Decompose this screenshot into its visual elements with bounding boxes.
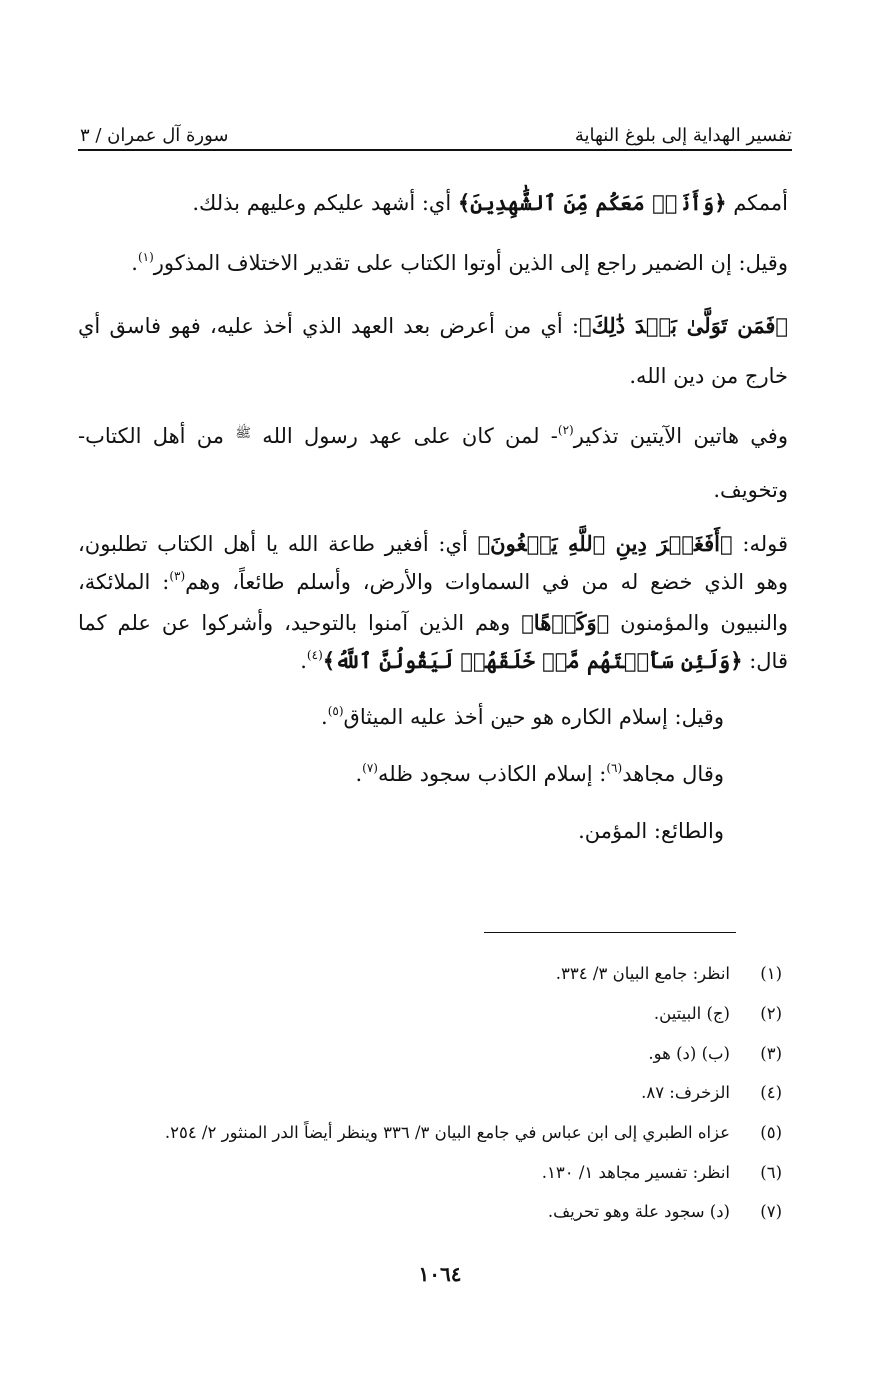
text: : الملائكة، والنبيون والمؤمنون — [78, 570, 788, 635]
footnote-text: (ج) البيتين. — [653, 1004, 730, 1024]
footnote-number: (٤) — [760, 1083, 782, 1103]
footnote-number: (٣) — [760, 1043, 782, 1063]
quran-verse: ﴿وَكَرۡهًا﴾ — [521, 610, 610, 635]
text: أممكم — [726, 191, 788, 215]
main-text — [78, 178, 788, 853]
page-number: ١٠٦٤ — [418, 1262, 462, 1286]
footnote-ref-7: (٧) — [362, 761, 378, 775]
paragraph-1 — [78, 178, 788, 228]
paragraph-7 — [78, 752, 788, 799]
footnote-number: (١) — [760, 964, 782, 984]
footnote — [100, 1113, 782, 1153]
running-header — [80, 112, 792, 146]
paragraph-8 — [78, 809, 788, 853]
text: . — [355, 762, 363, 786]
quran-verse: ﴿وَأَنَا۠ مَعَكُم مِّنَ ٱلشَّٰهِدِينَ﴾ — [457, 190, 727, 215]
paragraph-5 — [78, 525, 788, 683]
paragraph-3 — [78, 301, 788, 401]
text: من أهل الكتاب- وتخويف. — [78, 424, 788, 502]
text: . — [300, 649, 307, 673]
footnote-ref-2: (٢) — [557, 423, 574, 437]
footnote-number: (٥) — [760, 1123, 782, 1143]
footnote-ref-4: (٤) — [306, 648, 323, 662]
surah-title: سورة آل عمران / ٣ — [80, 125, 229, 146]
footnote — [100, 954, 782, 994]
paragraph-2 — [78, 238, 788, 291]
footnote-number: (٧) — [760, 1202, 782, 1222]
quran-verse: ﴿فَمَن تَوَلَّىٰ بَعۡدَ ذَٰلِكَ﴾ — [579, 313, 789, 338]
text: وفي هاتين الآيتين تذكير — [573, 424, 788, 448]
footnote-number: (٢) — [760, 1004, 782, 1024]
footnote-text: عزاه الطبري إلى ابن عباس في جامع البيان ٣/ ٣٣٦ وينظر أيضاً الدر المنثور ٢/ ٢٥٤. — [164, 1123, 730, 1143]
footnote — [100, 1152, 782, 1192]
footnote-ref-3: (٣) — [169, 569, 186, 583]
text: وقال مجاهد — [622, 762, 724, 786]
text: وقيل: إسلام الكاره هو حين أخذ عليه الميثاق — [343, 705, 724, 729]
footnote-text: انظر: تفسير مجاهد ١/ ١٣٠. — [541, 1162, 730, 1182]
footnote-rule — [484, 932, 736, 933]
text: . — [131, 251, 138, 275]
paragraph-6 — [78, 695, 788, 742]
text: قوله: — [732, 532, 789, 556]
footnote-text: (د) سجود علة وهو تحريف. — [547, 1202, 730, 1222]
footnote-ref-1: (١) — [137, 250, 154, 264]
quran-verse: ﴿أَفَغَيۡرَ دِينِ ٱللَّهِ يَبۡغُونَ﴾ — [477, 531, 733, 556]
footnote — [100, 1033, 782, 1073]
footnote — [100, 1192, 782, 1232]
quran-verse: ﴿وَلَئِن سَأَلۡتَهُم مَّنۡ خَلَقَهُمۡ لَيَقُولُنَّ ٱللَّهُ﴾ — [322, 648, 743, 673]
text: وهم الذين آمنوا بالتوحيد، وأشركوا عن علم كما قال: — [78, 611, 788, 673]
text: أي: أشهد عليكم وعليهم بذلك. — [192, 191, 458, 215]
text: : إسلام الكاذب سجود ظله — [377, 762, 607, 786]
text: : أي من أعرض بعد العهد الذي أخذ عليه، فهو فاسق أي خارج من دين الله. — [78, 314, 788, 388]
text: - لمن كان على عهد رسول الله — [251, 424, 558, 448]
text: وقيل: إن الضمير راجع إلى الذين أوتوا الكتاب على تقدير الاختلاف المذكور — [153, 251, 788, 275]
header-rule — [78, 149, 792, 151]
text: . — [321, 705, 328, 729]
footnote-ref-6: (٦) — [606, 761, 623, 775]
footnote-number: (٦) — [760, 1162, 782, 1182]
book-title: تفسير الهداية إلى بلوغ النهاية — [574, 125, 792, 146]
paragraph-4 — [78, 411, 788, 515]
footnotes — [100, 954, 782, 1232]
text: أي: أفغير طاعة الله يا أهل الكتاب تطلبون، وهو الذي خضع له من في السماوات والأرض، وأسلم طائعاً، وهم — [78, 532, 788, 594]
salawat-glyph: ﷺ — [235, 426, 252, 441]
footnote-text: (ب) (د) هو. — [648, 1043, 730, 1063]
footnote-text: انظر: جامع البيان ٣/ ٣٣٤. — [555, 964, 730, 984]
footnote — [100, 994, 782, 1034]
footnote — [100, 1073, 782, 1113]
footnote-text: الزخرف: ٨٧. — [641, 1083, 730, 1103]
text: والطائع: المؤمن. — [578, 819, 724, 843]
footnote-ref-5: (٥) — [327, 704, 344, 718]
